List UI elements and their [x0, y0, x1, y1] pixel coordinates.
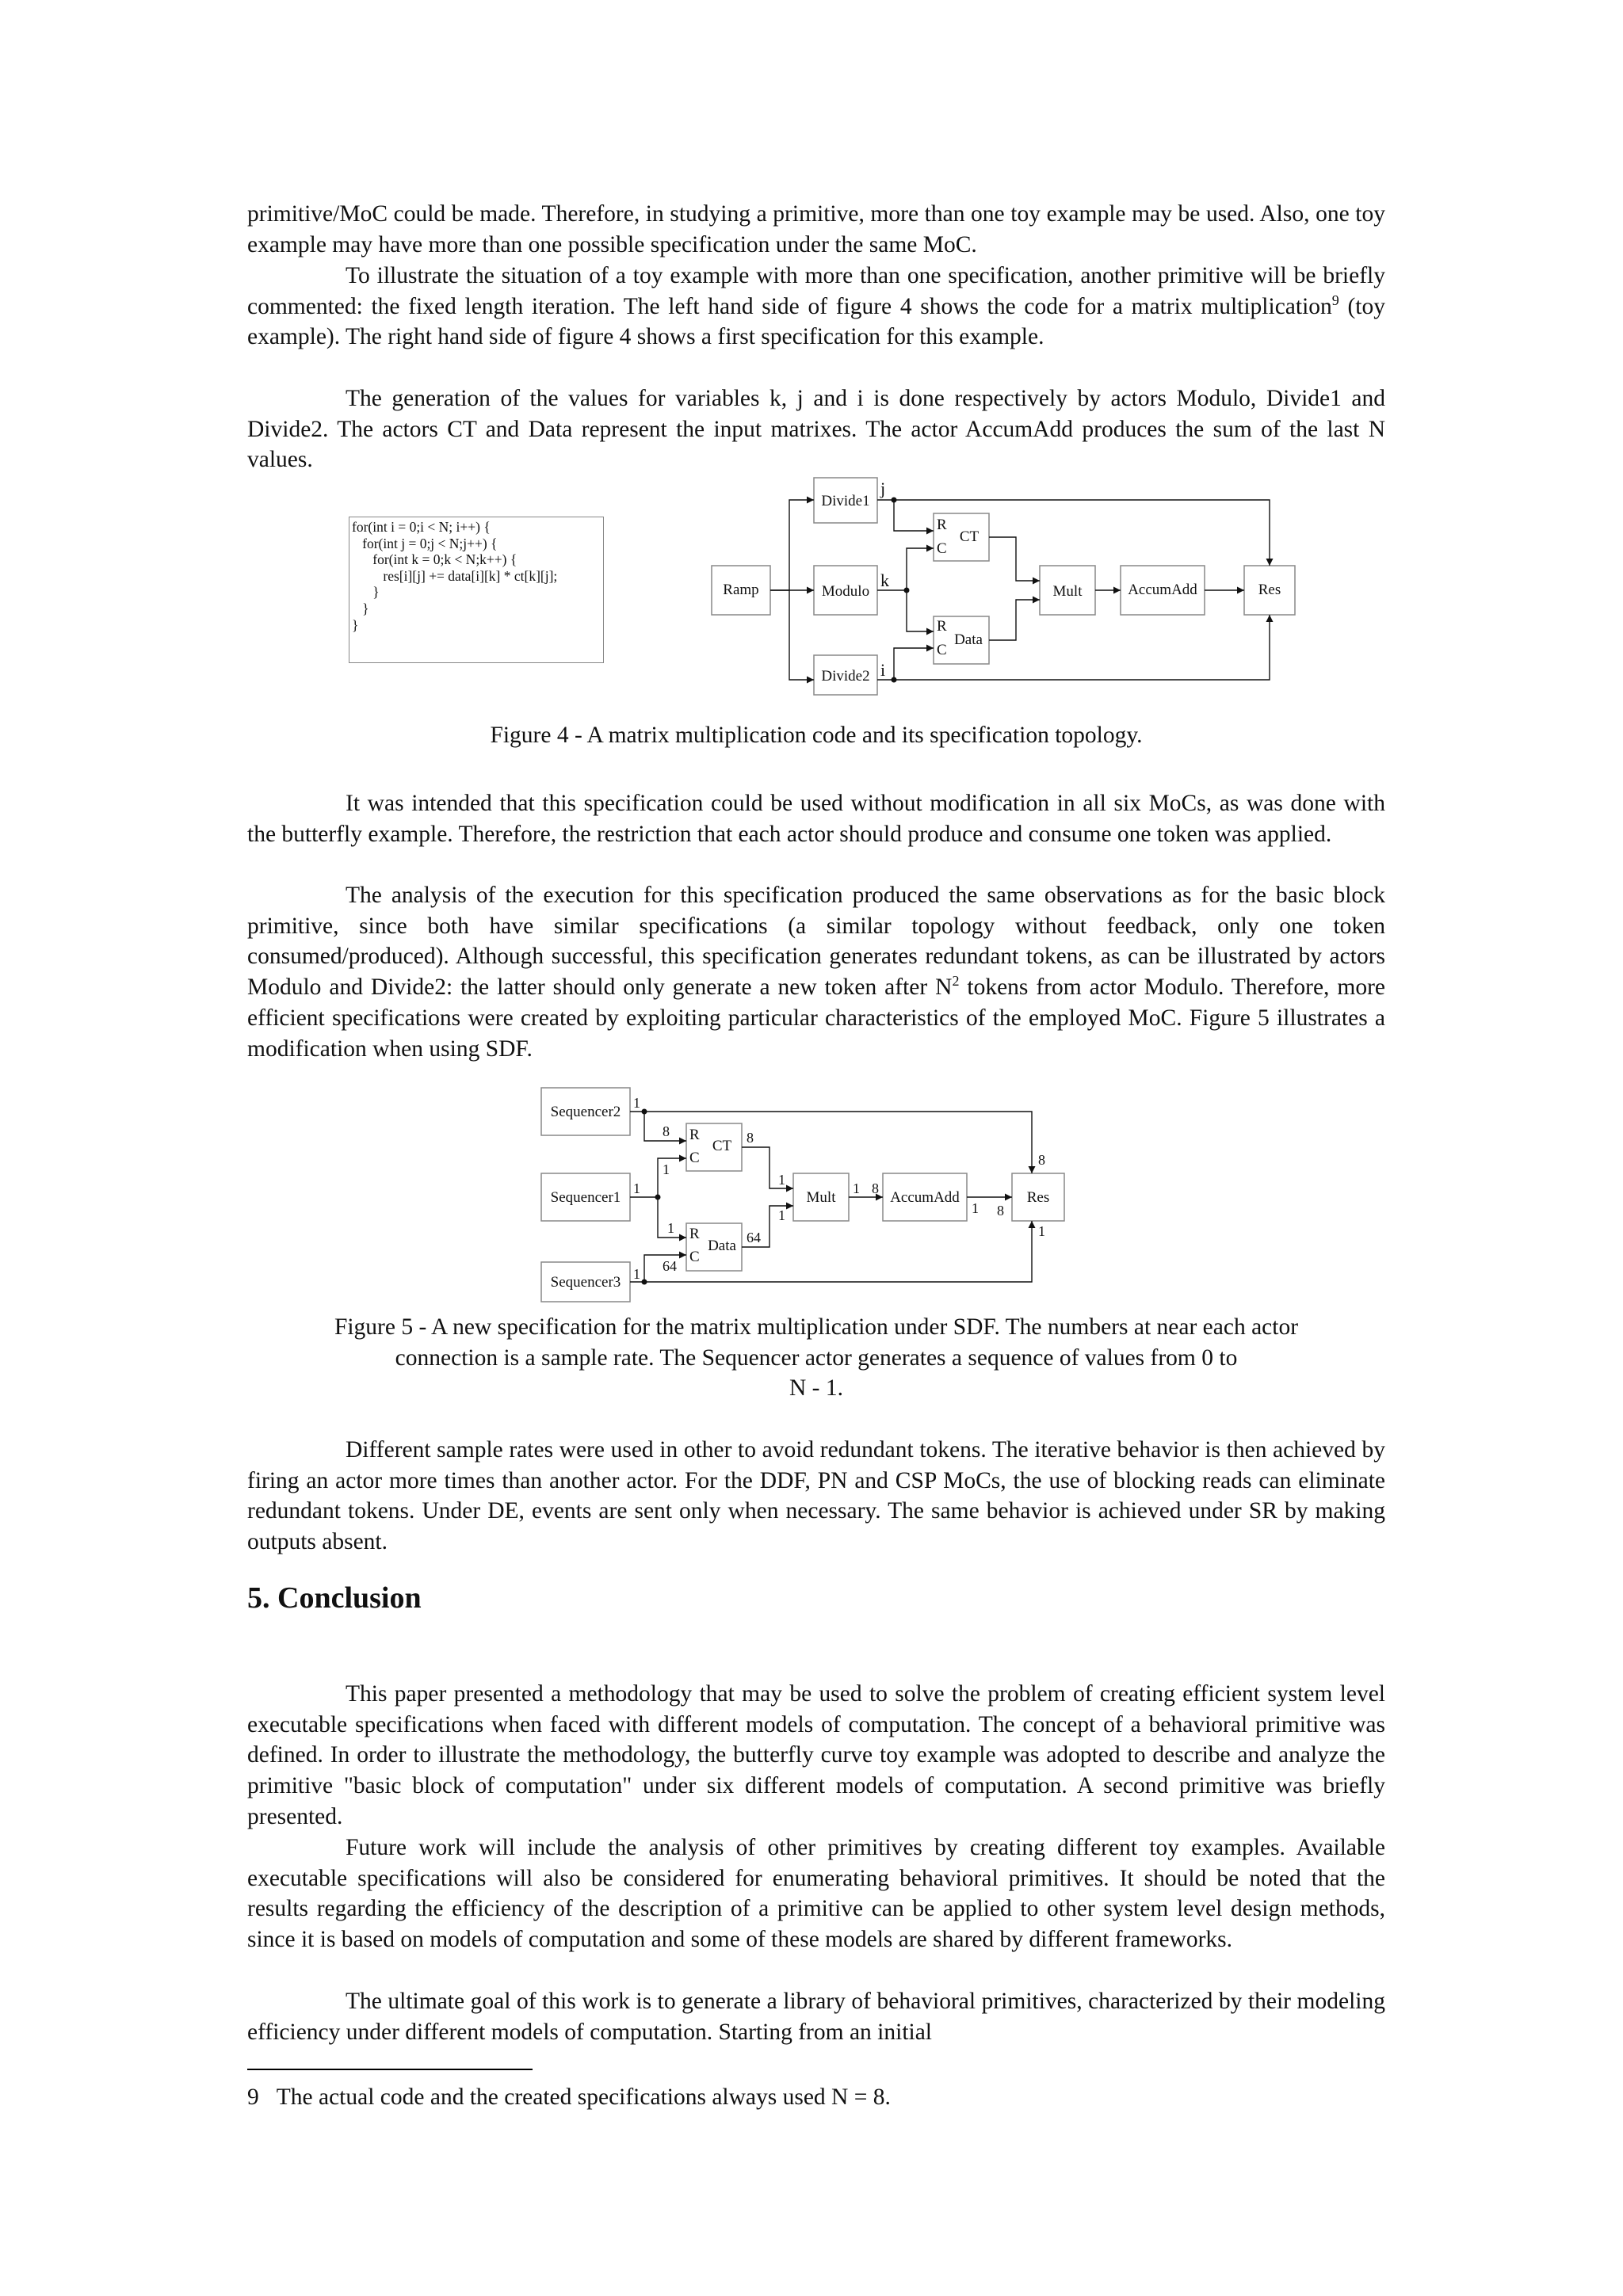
wire-j-ct	[894, 500, 934, 531]
actor-mult-label: Mult	[806, 1189, 836, 1206]
code-line: for(int k = 0;k < N;k++) {	[352, 551, 517, 568]
section-heading-conclusion: 5. Conclusion	[247, 1581, 422, 1615]
rate-label: 8	[997, 1203, 1004, 1219]
rate-label: 8	[663, 1123, 670, 1139]
rate-label: 1	[633, 1266, 640, 1282]
actor-accumadd-label: AccumAdd	[1128, 582, 1197, 598]
actor-divide1-label: Divide1	[821, 493, 870, 509]
rate-label: 1	[663, 1161, 670, 1177]
port-label-c: C	[937, 642, 947, 658]
code-line: res[i][j] += data[i][k] * ct[k][j];	[352, 567, 558, 584]
footnote-number: 9	[247, 2084, 259, 2110]
actor-data-label: Data	[954, 631, 983, 648]
actor-modulo-label: Modulo	[821, 583, 870, 600]
rate-label: 1	[778, 1207, 785, 1223]
figure5-caption-line2: connection is a sample rate. The Sequencer actor generates a sequence of values from 0 to	[395, 1344, 1238, 1371]
actor-sequencer2-label: Sequencer2	[550, 1104, 621, 1120]
wire-ct-mult	[989, 537, 1040, 581]
port-label-c: C	[689, 1249, 700, 1265]
figure5-caption-line3: N - 1.	[789, 1375, 843, 1402]
actor-res-label: Res	[1258, 582, 1281, 598]
superscript-2: 2	[952, 973, 960, 990]
paragraph-ultimate-goal: The ultimate goal of this work is to generate a library of behavioral primitives, characterized by their modeling efficiency under different models of computation. Starting from an initial	[247, 1989, 1385, 2045]
rate-label: 64	[663, 1258, 677, 1274]
rate-label: 1	[667, 1220, 674, 1236]
actor-data-label: Data	[708, 1238, 736, 1254]
code-line: }	[352, 584, 380, 601]
actor-ct-label: CT	[959, 528, 980, 545]
paragraph-specification: It was intended that this specification could be used without modification in all six MoCs, as was done with the butterfly example. Therefore, the restriction that each actor should produce and consume one token was applied.	[247, 791, 1385, 847]
junction-dot	[892, 498, 897, 503]
paragraph-fixed-iteration-b: (toy example). The right hand side of figure 4 shows a first specification for this example.	[247, 293, 1385, 350]
port-label-r: R	[937, 618, 947, 635]
actor-sequencer1-label: Sequencer1	[550, 1189, 621, 1206]
wire-ramp-divide1	[770, 500, 814, 590]
actor-accumadd-label: AccumAdd	[890, 1189, 960, 1206]
port-label-r: R	[937, 517, 947, 533]
rate-label: 8	[747, 1130, 754, 1146]
paragraph-analysis	[247, 880, 1385, 1064]
figure4-topology-diagram	[697, 471, 1316, 701]
actor-mult-label: Mult	[1052, 583, 1083, 600]
junction-dot	[642, 1280, 647, 1285]
signal-label-k: k	[880, 570, 889, 590]
junction-dot	[655, 1195, 661, 1200]
rate-label: 8	[872, 1180, 879, 1196]
figure5-caption-line1: Figure 5 - A new specification for the matrix multiplication under SDF. The numbers at near each actor	[334, 1314, 1299, 1340]
paragraph-sample-rates: Different sample rates were used in other to avoid redundant tokens. The iterative behavior is then achieved by firing an actor more times than another actor. For the DDF, PN and CSP MoCs, the use of blocking reads can eliminate redundant tokens. Under DE, events are sent only when necessary. The same behavior is achieved under SR by making outputs absent.	[247, 1437, 1385, 1555]
rate-label: 8	[1038, 1152, 1045, 1168]
junction-dot	[904, 588, 910, 593]
port-label-c: C	[937, 540, 947, 557]
paragraph-analysis-a: The analysis of the execution for this specification produced the same observations as for the basic block primitive, since both have similar specifications (a similar topology without feedback, only one token consumed/produced). Although successful, this specification generates redundant tokens, as can be illustrated by actors Modulo and Divide2: the latter should only generate a new token after N	[247, 883, 1385, 1001]
figure5-caption	[247, 1312, 1385, 1404]
footnote-rule	[247, 2069, 533, 2070]
footnote-text: The actual code and the created specifications always used N = 8.	[276, 2084, 891, 2110]
paragraph-conclusion: This paper presented a methodology that may be used to solve the problem of creating efficient system level executable specifications when faced with different models of computation. The concept of a behavioral primitive was defined. In order to illustrate the methodology, the butterfly curve toy example was adopted to describe and analyze the primitive "basic block of computation" under six different models of computation. A second primitive was briefly presented.	[247, 1681, 1385, 1829]
wire-ramp-divide2	[789, 590, 814, 680]
rate-label: 1	[972, 1200, 979, 1216]
paragraph-analysis-b: tokens from actor Modulo. Therefore, more efficient specifications were created by exploiting particular characteristics of the employed MoC. Figure 5 illustrates a modification when using SDF.	[247, 974, 1385, 1062]
actor-ct-label: CT	[712, 1138, 732, 1154]
actor-sequencer3-label: Sequencer3	[550, 1274, 621, 1291]
footnote-ref-9: 9	[1331, 292, 1339, 308]
signal-label-j: j	[880, 479, 886, 498]
rate-label: 1	[1038, 1223, 1045, 1239]
figure5-sdf-diagram	[531, 1081, 1086, 1311]
port-label-r: R	[689, 1226, 700, 1242]
paragraph-actors: The generation of the values for variables k, j and i is done respectively by actors Modulo, Divide1 and Divide2. The actors CT and Data represent the input matrixes. The actor AccumAdd produces the sum of the last N values.	[247, 386, 1385, 473]
junction-dot	[892, 677, 897, 683]
port-label-c: C	[689, 1150, 700, 1166]
actor-res-label: Res	[1026, 1189, 1050, 1206]
matrix-code-listing	[349, 517, 604, 663]
wire-ct-mult	[742, 1147, 793, 1188]
paragraph-fixed-iteration	[247, 261, 1385, 353]
wire-data-mult	[989, 600, 1040, 640]
signal-label-i: i	[880, 660, 886, 680]
footnote-9	[247, 2082, 1385, 2113]
rate-label: 1	[633, 1095, 640, 1111]
paragraph-intro: primitive/MoC could be made. Therefore, in studying a primitive, more than one toy example may be used. Also, one toy example may have more than one possible specification under the same MoC.	[247, 201, 1385, 257]
junction-dot	[642, 1109, 647, 1115]
code-line: for(int j = 0;j < N;j++) {	[352, 535, 498, 551]
paragraph-future-work: Future work will include the analysis of other primitives by creating different toy examples. Available executable specifications will also be considered for enumerating behavioral primitives. It should be noted that the results regarding the efficiency of the description of a primitive can be applied to other system level design methods, since it is based on models of computation and some of these models are shared by different frameworks.	[247, 1835, 1385, 1953]
actor-divide2-label: Divide2	[821, 668, 870, 685]
code-line: }	[352, 616, 359, 633]
rate-label: 1	[853, 1180, 860, 1196]
wire-i-data	[877, 648, 934, 680]
port-label-r: R	[689, 1127, 700, 1143]
actor-ramp-label: Ramp	[723, 582, 759, 598]
figure4-caption: Figure 4 - A matrix multiplication code and its specification topology.	[490, 723, 1143, 748]
rate-label: 1	[778, 1172, 785, 1188]
code-line: }	[352, 600, 369, 616]
code-line: for(int i = 0;i < N; i++) {	[352, 519, 491, 535]
wire-k-data	[907, 590, 934, 631]
paragraph-fixed-iteration-a: To illustrate the situation of a toy example with more than one specification, another primitive will be briefly commented: the fixed length iteration. The left hand side of figure 4 shows the code for a matrix multiplication	[247, 263, 1385, 319]
rate-label: 64	[747, 1230, 761, 1245]
rate-label: 1	[633, 1180, 640, 1196]
